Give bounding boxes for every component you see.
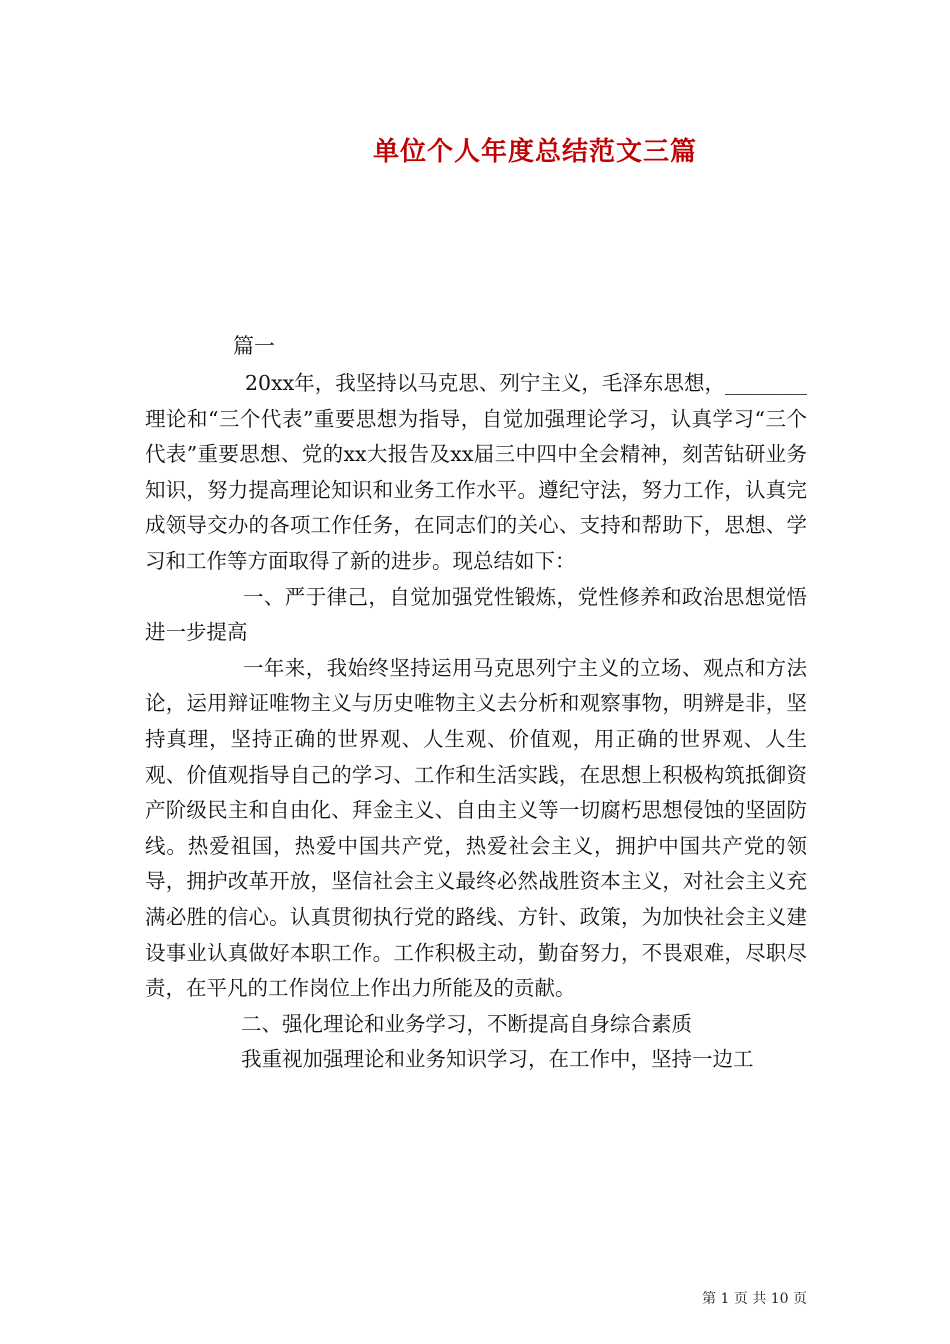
body-paragraph: 一年来，我始终坚持运用马克思列宁主义的立场、观点和方法论，运用辩证唯物主义与历史唯物主义去分析和观察事物，明辨是非，坚持真理，坚持正确的世界观、人生观、价值观，用正确的世界观、人生观、价值观指导自己的学习、工作和生活实践，在思想上积极构筑抵御资产阶级民主和自由化、拜金主义、自由主义等一切腐朽思想侵蚀的坚固防线。热爱祖国，热爱中国共产党，热爱社会主义，拥护中国共产党的领导，拥护改革开放，坚信社会主义最终必然战胜资本主义，对社会主义充满必胜的信心。认真贯彻执行党的路线、方针、政策，为加快社会主义建设事业认真做好本职工作。工作积极主动，勤奋努力，不畏艰难，尽职尽责，在平凡的工作岗位上作出力所能及的贡献。: [145, 655, 807, 1001]
document-body: [145, 366, 807, 1078]
body-paragraph: 20xx年，我坚持以马克思、列宁主义，毛泽东思想，________理论和“三个代表”重要思想为指导，自觉加强理论学习，认真学习“三个代表”重要思想、党的xx大报告及xx届三中四中全会精神，刻苦钻研业务知识，努力提高理论知识和业务工作水平。遵纪守法，努力工作，认真完成领导交办的各项工作任务，在同志们的关心、支持和帮助下，思想、学习和工作等方面取得了新的进步。现总结如下：: [145, 371, 807, 573]
document-title: 单位个人年度总结范文三篇: [372, 137, 697, 167]
page-footer: 第 1 页 共 10 页: [702, 1291, 807, 1307]
body-paragraph: 我重视加强理论和业务知识学习，在工作中，坚持一边工: [241, 1047, 754, 1072]
section-label: 篇一: [233, 334, 275, 358]
section-heading: 二、强化理论和业务学习，不断提高自身综合素质: [241, 1011, 692, 1036]
section-heading: 一、严于律己，自觉加强党性锻炼，党性修养和政治思想觉悟进一步提高: [145, 584, 807, 645]
